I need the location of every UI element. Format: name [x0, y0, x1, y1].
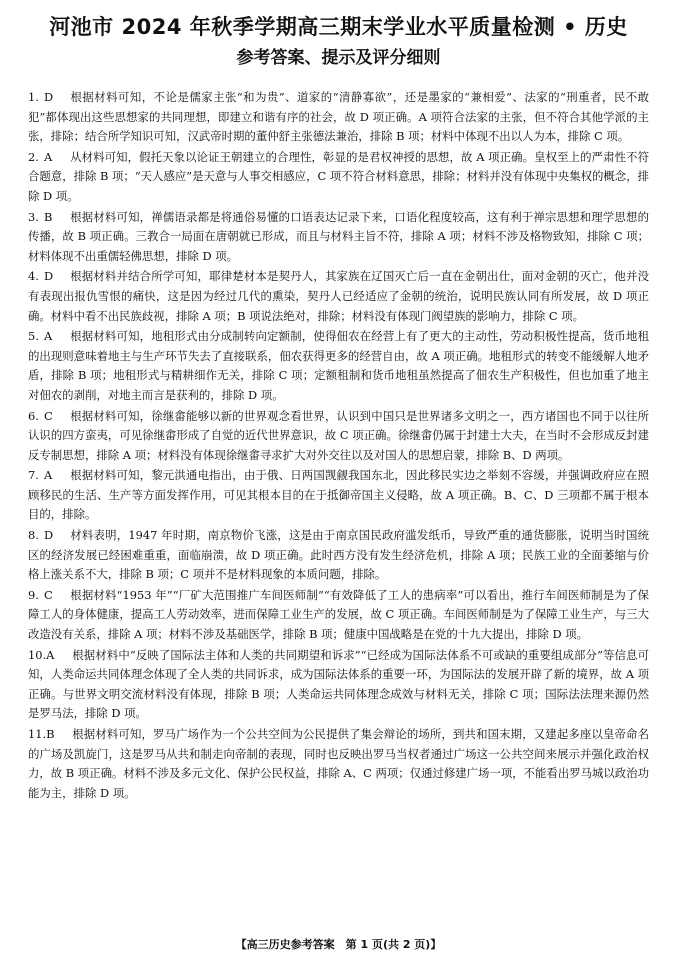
answer-explanation: 根据材料可知，罗马广场作为一个公共空间为公民提供了集会辩论的场所，到共和国末期，又建起多座以皇帝命名的广场及凯旋门，这是罗马从共和制走向帝制的表现，同时也反映出罗马当权者通过广场这一公共空间来展示并强化政治权力，故 B 项正确。材料不涉及多元文化、保护公民权益，排除 A、C 两项；仅通过修建广场一项，不能看出罗马城以政治功能为主，排除 D 项。 [28, 727, 649, 800]
answer-item [28, 725, 649, 803]
answer-item [28, 586, 649, 645]
answer-key: B [46, 727, 55, 741]
answer-item [28, 267, 649, 326]
answer-item [28, 208, 649, 267]
answer-key: B [44, 209, 53, 224]
page-title: 河池市 2024 年秋季学期高三期末学业水平质量检测 • 历史 [49, 15, 628, 39]
answer-explanation: 根据材料可知，徐继畬能够以新的世界观念看世界，认识到中国只是世界诸多文明之一，西方诸国也不同于以往所认识的四方蛮夷，可见徐继畬形成了自觉的近代世界意识，故 C 项正确。徐继畬仍属于封建士大夫，在当时不会形成反封建反专制思想，排除 A 项；材料没有体现徐继畬寻求扩大对外交往以及对国人的思想启蒙，排除 B、D 两项。 [28, 408, 649, 462]
answer-explanation: 根据材料可知，黎元洪通电指出，由于俄、日两国觊觎我国东北，因此移民实边之举刻不容缓，并强调政府应在照顾移民的生活、生产等方面发挥作用，可见其根本目的在于抵御帝国主义侵略，故 A 项正确。B、C、D 三项都不属于根本目的，排除。 [28, 468, 649, 522]
answer-number: 6. [28, 408, 39, 423]
answer-explanation: 从材料可知，假托天象以论证王朝建立的合理性，彰显的是君权神授的思想，故 A 项正确。皇权至上的严肃性不符合题意，排除 B 项；“天人感应”是天意与人事交相感应，C 项不符合材料意思，排除；材料并没有体现中央集权的概念，排除 D 项。 [28, 149, 649, 203]
answer-key: C [44, 408, 53, 423]
answer-key: D [44, 528, 54, 543]
answer-item [28, 327, 649, 405]
answer-number: 10. [28, 647, 47, 662]
answer-list [28, 88, 649, 803]
answer-number: 3. [28, 209, 39, 224]
page-subtitle: 参考答案、提示及评分细则 [236, 48, 441, 68]
answer-item [28, 148, 649, 207]
answer-number: 8. [28, 528, 39, 543]
answer-key: A [46, 647, 55, 662]
answer-key: A [44, 329, 53, 344]
answer-explanation: 根据材料可知，不论是儒家主张“和为贵”、道家的“清静寡欲”，还是墨家的“兼相爱”、法家的“刑重者，民不敢犯”都体现出这些思想家的共同理想，即建立和谐有序的社会，故 D 项正确。A 项符合法家的主张，但不符合其他学派的主张，排除；结合所学知识可知，汉武帝时期的董仲舒主张德法兼治，排除 B 项；材料中体现不出以人为本，排除 C 项。 [28, 90, 649, 144]
answer-explanation: 根据材料中“反映了国际法主体和人类的共同期望和诉求”“已经成为国际法体系不可或缺的重要组成部分”等信息可知，人类命运共同体理念体现了全人类的共同诉求，成为国际法体系的重要一环，为国际法的发展开辟了新的境界，故 A 项正确。与世界文明交流材料没有体现，排除 B 项；人类命运共同体理念成效与材料无关，排除 C 项；国际法法理来源仍然是罗马法，排除 D 项。 [28, 647, 649, 721]
answer-number: 4. [28, 269, 39, 284]
answer-explanation: 根据材料“1953 年”“厂矿大范围推广车间医师制”“有效降低了工人的患病率”可以看出，推行车间医师制是为了保障工人的身体健康，提高工人劳动效率，进而保障工业生产的发展，故 C 项正确。车间医师制是为了保障工业生产，与三大改造没有关系，排除 A 项；材料不涉及基础医学，排除 B 项；健康中国战略是在党的十九大提出，排除 D 项。 [28, 587, 649, 642]
answer-explanation: 根据材料可知，禅儒语录都是将通俗易懂的口语表达记录下来，口语化程度较高，这有利于禅宗思想和理学思想的传播，故 B 项正确。三教合一局面在唐朝就已形成，而且与材料主旨不符，排除 A 项；材料不涉及格物致知，排除 C 项；材料体现不出重儒轻佛思想，排除 D 项。 [28, 209, 649, 263]
answer-item [28, 407, 649, 466]
answer-number: 5. [28, 329, 39, 344]
answer-item [28, 466, 649, 525]
answer-key: C [44, 587, 53, 602]
answer-explanation: 根据材料可知，地租形式由分成制转向定额制，使得佃农在经营上有了更大的主动性，劳动积极性提高，货币地租的出现则意味着地主与生产环节失去了直接联系，佃农获得更多的经营自由，故 A 项正确。地租形式的转变不能缓解人地矛盾，排除 B 项；地租形式与精耕细作无关，排除 C 项；定额租制和货币地租虽然提高了佃农生产积极性，但也加重了地主对佃农的剥削，对地主而言是获利的，排除 D 项。 [28, 329, 649, 402]
answer-item [28, 526, 649, 585]
answer-number: 7. [28, 468, 39, 483]
answer-number: 9. [28, 587, 39, 602]
answer-number: 2. [28, 149, 39, 164]
answer-explanation: 根据材料并结合所学可知，耶律楚材本是契丹人，其家族在辽国灭亡后一直在金朝出仕，面对金朝的灭亡，他并没有表现出报仇雪恨的痛快，这是因为经过几代的熏染，契丹人已经适应了金朝的统治，说明民族认同有所发展，故 D 项正确。材料中看不出民族歧视，排除 A 项；B 项说法绝对，排除；材料没有体现门阀望族的影响力，排除 C 项。 [28, 269, 649, 323]
answer-key: A [44, 468, 53, 483]
answer-number: 1. [28, 90, 39, 104]
answer-key: D [44, 269, 54, 284]
answer-explanation: 材料表明，1947 年时期，南京物价飞涨，这是由于南京国民政府滥发纸币，导致严重的通货膨胀，说明当时国统区的经济发展已经困难重重，面临崩溃，故 D 项正确。此时西方没有发生经济危机，排除 A 项；民族工业的全面萎缩与价格上涨关系不大，排除 B 项；C 项并不是材料现象的本质问题，排除。 [28, 528, 649, 582]
answer-item [28, 646, 649, 724]
answer-key: A [44, 149, 53, 164]
answer-item [28, 88, 649, 147]
answer-key: D [44, 90, 54, 104]
page-footer: 【高三历史参考答案 第 1 页(共 2 页)】 [235, 938, 442, 951]
answer-number: 11. [28, 727, 47, 741]
